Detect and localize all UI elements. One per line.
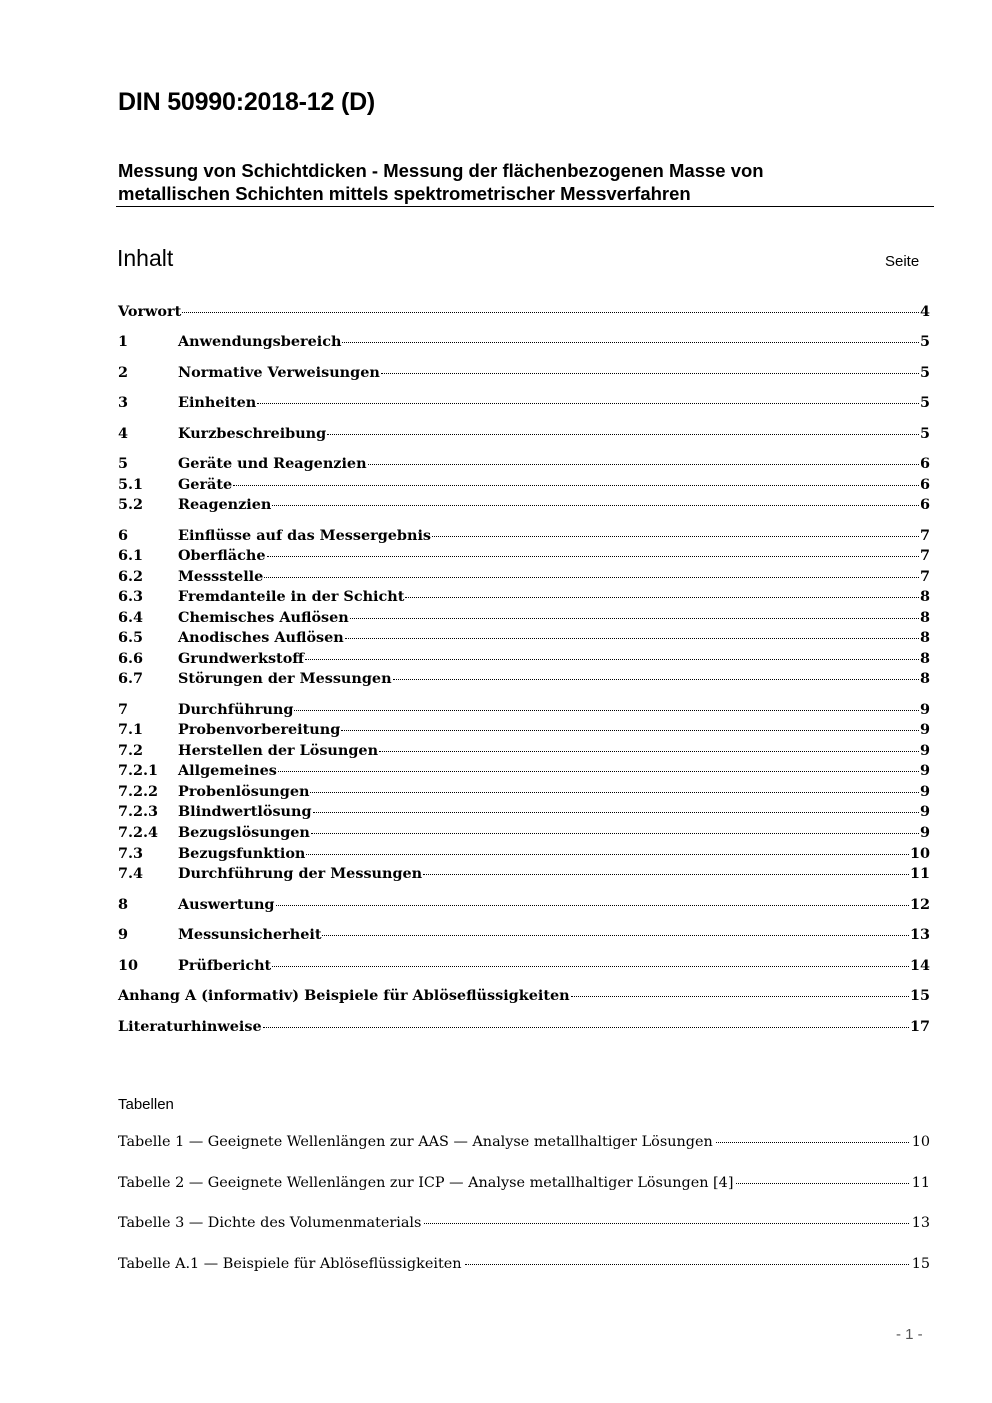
toc-entry-label: Allgemeines	[178, 762, 277, 779]
toc-entry-number: 5.1	[118, 476, 144, 493]
toc-leader	[264, 576, 919, 578]
toc-entry-page: 14	[909, 957, 930, 974]
toc-entry-number: 6	[118, 527, 129, 544]
toc-entry-number: 7.2.4	[118, 824, 159, 841]
toc-leader	[322, 934, 908, 936]
toc-entry-label: Kurzbeschreibung	[178, 425, 327, 442]
toc-leader	[294, 709, 919, 711]
toc-entry-number: 6.2	[118, 568, 144, 585]
toc-leader	[272, 504, 919, 506]
toc-entry-label: Bezugsfunktion	[178, 845, 306, 862]
toc-entry-label: Durchführung	[178, 701, 294, 718]
toc-entry[interactable]	[118, 568, 930, 588]
toc-entry[interactable]	[118, 303, 930, 323]
toc-entry[interactable]	[118, 394, 930, 414]
toc-entry-label: Prüfbericht	[178, 957, 272, 974]
toc-entry[interactable]	[118, 1018, 930, 1038]
toc-entry-number: 6.5	[118, 629, 144, 646]
toc-leader	[423, 873, 909, 875]
toc-leader	[272, 965, 909, 967]
toc-entry-page: 5	[919, 394, 930, 411]
toc-entry-page: 8	[919, 588, 930, 605]
table-leader	[424, 1222, 908, 1224]
toc-entry-page: 6	[919, 476, 930, 493]
toc-entry-label: Probenlösungen	[178, 783, 310, 800]
toc-entry-page: 9	[919, 762, 930, 779]
toc-entry[interactable]	[118, 762, 930, 782]
toc-entry[interactable]	[118, 742, 930, 762]
toc-leader	[341, 729, 919, 731]
document-id: DIN 50990:2018-12 (D)	[118, 88, 376, 116]
toc-entry-label: Anwendungsbereich	[178, 333, 342, 350]
page-number: - 1 -	[896, 1326, 923, 1343]
toc-entry-label: Messunsicherheit	[178, 926, 322, 943]
toc-entry-label: Vorwort	[118, 303, 182, 320]
toc-leader	[310, 791, 919, 793]
toc-entry-page: 9	[919, 721, 930, 738]
toc-entry[interactable]	[118, 803, 930, 823]
toc-entry-page: 11	[909, 865, 930, 882]
toc-entry[interactable]	[118, 425, 930, 445]
toc-entry-number: 6.1	[118, 547, 144, 564]
table-entry-label: Tabelle 2 — Geeignete Wellenlängen zur ICP — Analyse metallhaltiger Lösungen [4]	[118, 1175, 734, 1191]
toc-entry-page: 7	[919, 527, 930, 544]
toc-entry[interactable]	[118, 670, 930, 690]
toc-leader	[305, 658, 919, 660]
toc-entry-label: Störungen der Messungen	[178, 670, 392, 687]
toc-entry[interactable]	[118, 824, 930, 844]
toc-entry-number: 8	[118, 896, 129, 913]
table-leader	[736, 1182, 908, 1184]
toc-entry-page: 8	[919, 609, 930, 626]
toc-entry-number: 7	[118, 701, 129, 718]
toc-entry-page: 5	[919, 425, 930, 442]
toc-entry-label: Auswertung	[178, 896, 275, 913]
table-list-entry[interactable]	[118, 1175, 930, 1195]
toc-entry-page: 6	[919, 496, 930, 513]
title-line-1: Messung von Schichtdicken - Messung der flächenbezogenen Masse von	[118, 160, 764, 181]
table-entry-label: Tabelle A.1 — Beispiele für Ablöseflüssigkeiten	[118, 1256, 462, 1272]
toc-leader	[342, 341, 919, 343]
toc-entry-number: 7.2	[118, 742, 144, 759]
toc-leader	[432, 535, 919, 537]
toc-leader	[267, 555, 919, 557]
table-leader	[716, 1141, 909, 1143]
page-column-label: Seite	[885, 253, 920, 270]
toc-leader	[263, 1026, 909, 1028]
toc-entry-label: Oberfläche	[178, 547, 266, 564]
toc-entry-label: Anhang A (informativ) Beispiele für Ablöseflüssigkeiten	[118, 987, 570, 1004]
title-divider	[116, 206, 934, 207]
title-line-2: metallischen Schichten mittels spektrometrischer Messverfahren	[118, 183, 691, 204]
toc-entry-label: Literaturhinweise	[118, 1018, 262, 1035]
toc-entry[interactable]	[118, 987, 930, 1007]
toc-entry[interactable]	[118, 527, 930, 547]
table-list-entry[interactable]	[118, 1256, 930, 1276]
table-entry-page: 10	[911, 1134, 930, 1150]
toc-entry-number: 3	[118, 394, 129, 411]
toc-entry-label: Durchführung der Messungen	[178, 865, 423, 882]
toc-entry[interactable]	[118, 496, 930, 516]
toc-entry-label: Reagenzien	[178, 496, 272, 513]
toc-leader	[311, 832, 919, 834]
toc-entry-label: Grundwerkstoff	[178, 650, 305, 667]
toc-entry-number: 7.1	[118, 721, 144, 738]
contents-heading: Inhalt	[117, 245, 174, 271]
toc-entry-page: 7	[919, 547, 930, 564]
toc-entry-page: 9	[919, 803, 930, 820]
toc-entry-label: Einheiten	[178, 394, 257, 411]
toc-entry-page: 12	[909, 896, 930, 913]
toc-entry-page: 9	[919, 783, 930, 800]
toc-entry[interactable]	[118, 609, 930, 629]
toc-entry[interactable]	[118, 547, 930, 567]
toc-leader	[379, 750, 919, 752]
toc-entry-number: 6.7	[118, 670, 144, 687]
toc-entry-label: Probenvorbereitung	[178, 721, 341, 738]
toc-entry-label: Blindwertlösung	[178, 803, 312, 820]
toc-entry-label: Anodisches Auflösen	[178, 629, 344, 646]
table-entry-page: 11	[911, 1175, 930, 1191]
toc-entry-page: 5	[919, 364, 930, 381]
toc-entry-number: 5	[118, 455, 129, 472]
toc-entry-number: 7.3	[118, 845, 144, 862]
toc-leader	[276, 904, 909, 906]
toc-leader	[327, 433, 919, 435]
toc-entry-page: 10	[909, 845, 930, 862]
table-entry-page: 15	[911, 1256, 930, 1272]
toc-entry-page: 7	[919, 568, 930, 585]
toc-entry-page: 13	[909, 926, 930, 943]
toc-entry-number: 4	[118, 425, 129, 442]
toc-entry-number: 6.4	[118, 609, 144, 626]
toc-entry[interactable]	[118, 845, 930, 865]
toc-entry[interactable]	[118, 701, 930, 721]
toc-entry-page: 15	[909, 987, 930, 1004]
toc-leader	[368, 463, 919, 465]
toc-leader	[257, 402, 919, 404]
toc-entry-page: 9	[919, 742, 930, 759]
toc-leader	[233, 484, 919, 486]
toc-entry-label: Chemisches Auflösen	[178, 609, 349, 626]
toc-entry[interactable]	[118, 364, 930, 384]
toc-entry-label: Fremdanteile in der Schicht	[178, 588, 405, 605]
toc-entry-page: 8	[919, 650, 930, 667]
toc-entry-number: 7.2.3	[118, 803, 159, 820]
toc-entry[interactable]	[118, 629, 930, 649]
toc-entry-number: 1	[118, 333, 129, 350]
toc-entry-label: Einflüsse auf das Messergebnis	[178, 527, 432, 544]
toc-leader	[182, 311, 919, 313]
toc-entry-number: 9	[118, 926, 129, 943]
toc-entry[interactable]	[118, 896, 930, 916]
toc-entry-number: 6.3	[118, 588, 144, 605]
toc-entry[interactable]	[118, 455, 930, 475]
table-entry-label: Tabelle 3 — Dichte des Volumenmaterials	[118, 1215, 422, 1231]
toc-entry[interactable]	[118, 721, 930, 741]
toc-entry-page: 4	[919, 303, 930, 320]
toc-leader	[306, 853, 909, 855]
toc-entry-page: 17	[909, 1018, 930, 1035]
toc-entry-number: 2	[118, 364, 129, 381]
toc-entry-number: 10	[118, 957, 139, 974]
toc-entry-page: 9	[919, 824, 930, 841]
toc-entry[interactable]	[118, 476, 930, 496]
table-entry-label: Tabelle 1 — Geeignete Wellenlängen zur AAS — Analyse metallhaltiger Lösungen	[118, 1134, 713, 1150]
toc-entry-label: Herstellen der Lösungen	[178, 742, 379, 759]
toc-leader	[393, 678, 919, 680]
table-list-entry[interactable]	[118, 1134, 930, 1154]
toc-entry[interactable]	[118, 865, 930, 885]
toc-leader	[313, 811, 919, 813]
toc-entry-label: Geräte	[178, 476, 233, 493]
toc-leader	[278, 770, 919, 772]
toc-entry[interactable]	[118, 926, 930, 946]
toc-entry-number: 5.2	[118, 496, 144, 513]
toc-entry[interactable]	[118, 783, 930, 803]
toc-leader	[571, 995, 909, 997]
toc-entry[interactable]	[118, 333, 930, 353]
toc-entry-page: 5	[919, 333, 930, 350]
toc-entry[interactable]	[118, 650, 930, 670]
tables-heading: Tabellen	[118, 1096, 174, 1113]
toc-entry-number: 7.2.1	[118, 762, 159, 779]
toc-entry-page: 8	[919, 629, 930, 646]
toc-entry-label: Messstelle	[178, 568, 264, 585]
toc-leader	[350, 617, 919, 619]
toc-leader	[405, 596, 919, 598]
document-title	[118, 159, 918, 205]
toc-entry-number: 6.6	[118, 650, 144, 667]
toc-entry-page: 9	[919, 701, 930, 718]
toc-entry-number: 7.4	[118, 865, 144, 882]
table-entry-page: 13	[911, 1215, 930, 1231]
toc-entry[interactable]	[118, 588, 930, 608]
toc-leader	[381, 372, 919, 374]
toc-entry-label: Bezugslösungen	[178, 824, 310, 841]
toc-entry-label: Normative Verweisungen	[178, 364, 380, 381]
toc-entry-number: 7.2.2	[118, 783, 159, 800]
table-leader	[465, 1263, 909, 1265]
toc-leader	[345, 637, 919, 639]
toc-entry-page: 6	[919, 455, 930, 472]
toc-entry-label: Geräte und Reagenzien	[178, 455, 367, 472]
toc-entry[interactable]	[118, 957, 930, 977]
table-list-entry[interactable]	[118, 1215, 930, 1235]
toc-entry-page: 8	[919, 670, 930, 687]
